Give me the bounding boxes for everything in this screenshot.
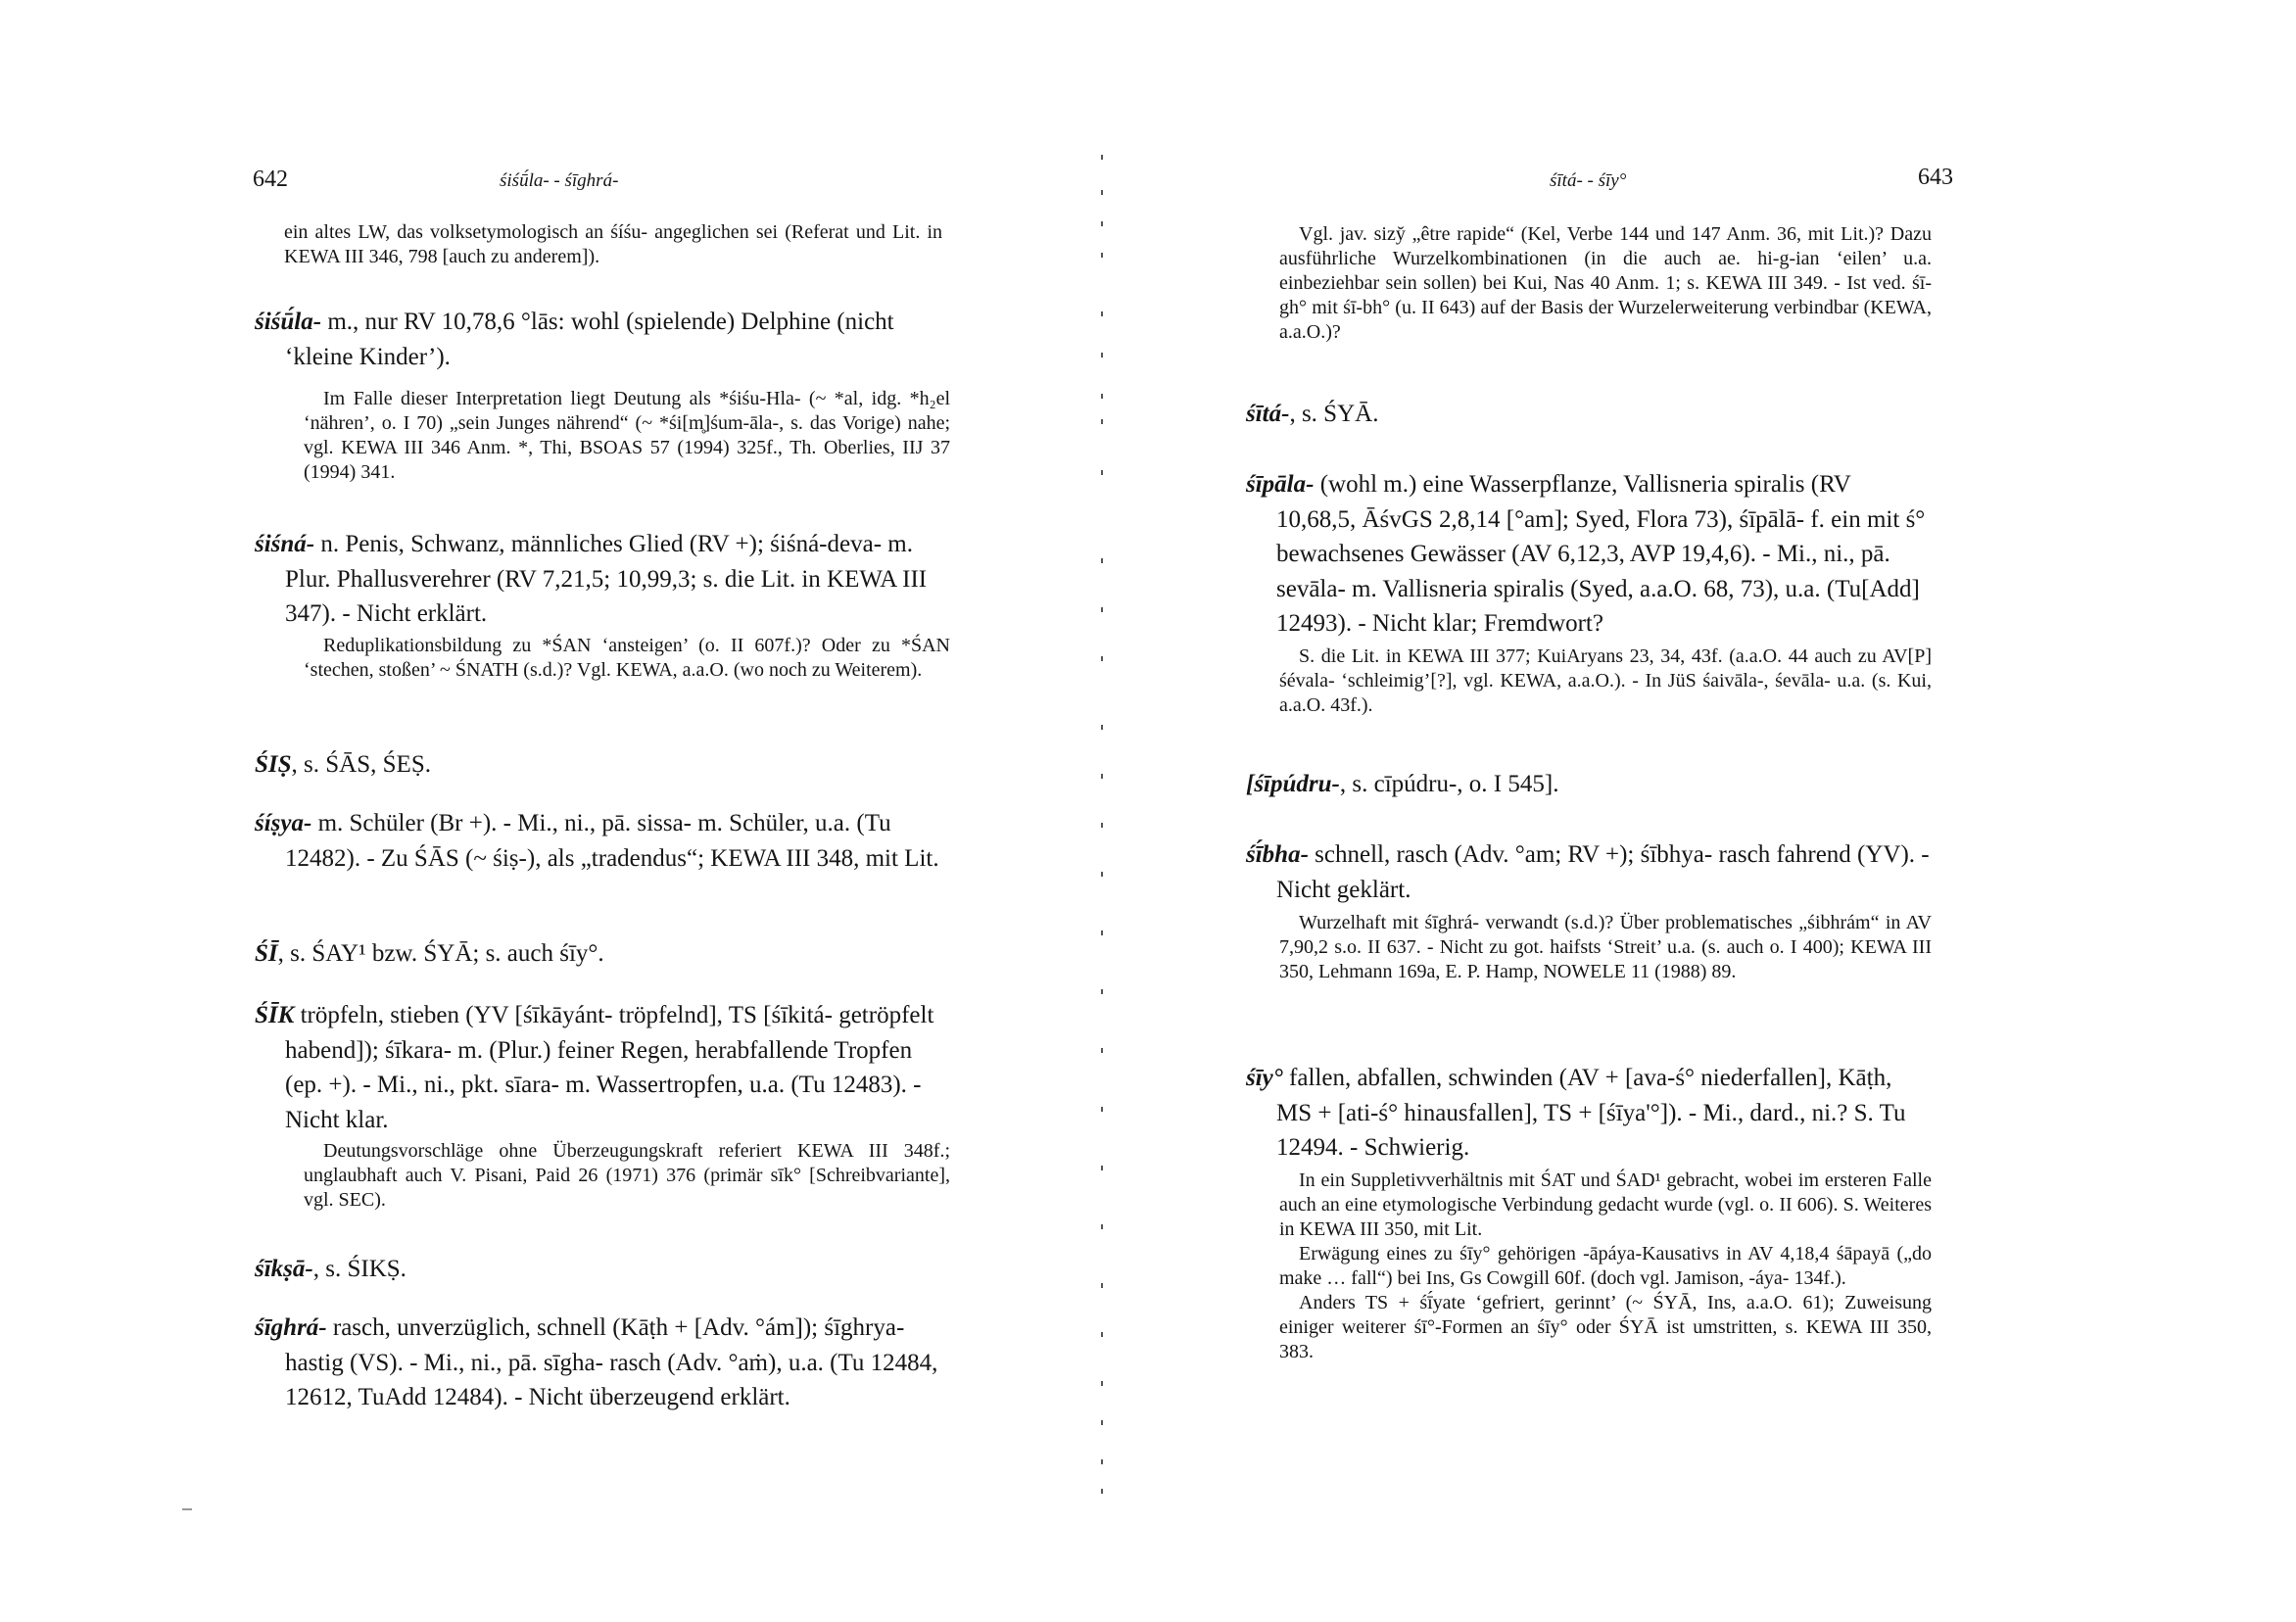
entry: śīghrá- rasch, unverzüglich, schnell (Kāṭh + [Adv. °ám]); śīghrya- hastig (VS). - Mi., ni., pā. sīgha- rasch (Adv. °aṁ), u.a. (Tu 12484, 12612, TuAdd 12484). - Nicht überzeugend erklärt. [255,1314,938,1410]
continuation-note: ein altes LW, das volksetymologisch an śíśu- angeglichen sei (Referat und Lit. in KEWA III 346, 798 [auch zu anderem]). [284,221,942,267]
lemma: ŚĪ [255,940,278,967]
entry-note: Wurzelhaft mit śīghrá- verwandt (s.d.)? Über problematisches „śibhrám“ in AV 7,90,2 s.o. II 637. - Nicht zu got. haifsts ‘Streit’ u.a. (s. auch o. I 400); KEWA III 350, Lehmann 169a, E. P. Hamp, NOWELE 11 (1988) 89. [1279,912,1932,982]
entry: ŚĪ, s. ŚAY¹ bzw. ŚYĀ; s. auch śīy°. [255,940,604,967]
running-head: śiśū́la- - śīghrá- [500,170,619,191]
entry-note: Reduplikationsbildung zu *ŚAN ‘ansteigen’ (o. II 607f.)? Oder zu *ŚAN ‘stechen, stoßen’ ~ ŚNATH (s.d.)? Vgl. KEWA, a.a.O. (wo noch zu Weiterem). [304,635,950,681]
entry-note: Deutungsvorschläge ohne Überzeugungskraft referiert KEWA III 348f.; unglaubhaft auch V. Pisani, Paid 26 (1971) 376 (primär sīk° [Schreibvariante], vgl. SEC). [304,1140,950,1211]
entry: śīkṣā-, s. ŚIKṢ. [255,1256,407,1282]
entry: śīpāla- (wohl m.) eine Wasserpflanze, Vallisneria spiralis (RV 10,68,5, ĀśvGS 2,8,14 [°am]; Syed, Flora 73), śīpālā- f. ein mit ś° bewachsenes Gewässer (AV 6,12,3, AVP 19,4,6). - Mi., ni., pā. sevāla- m. Vallisneria spiralis (Syed, a.a.O. 68, 73), u.a. (Tu[Add] 12493). - Nicht klar; Fremdwort? [1246,471,1926,637]
entry-note: Im Falle dieser Interpretation liegt Deutung als *śiśu-Hla- (~ *al, idg. *h₂el ‘nähren’, o. I 70) „sein Junges nährend“ (~ *śi[m̥]śum-āla-, s. das Vorige) nahe; vgl. KEWA III 346 Anm. *, Thi, BSOAS 57 (1994) 325f., Th. Oberlies, IIJ 37 (1994) 341. [304,388,950,483]
lemma: śītá- [1246,401,1290,427]
lemma: śīkṣā- [255,1256,313,1282]
entry: [śīpúdru-, s. cīpúdru-, o. I 545]. [1246,771,1559,797]
entry: śīy° fallen, abfallen, schwinden (AV + [ava-ś° niederfallen], Kāṭh, MS + [ati-ś° hinausfallen], TS + [śīya'°]). - Mi., dard., ni.? S. Tu 12494. - Schwierig. [1246,1065,1906,1161]
gutter-marks [1097,147,1107,1518]
lemma: śíṣya- [255,810,312,836]
page-number: 643 [1918,165,1953,190]
right-page [1148,0,2296,1622]
entry: śíṣya- m. Schüler (Br +). - Mi., ni., pā. sissa- m. Schüler, u.a. (Tu 12482). - Zu ŚĀS (~ śiṣ-), als „tradendus“; KEWA III 348, mit Lit. [255,810,939,872]
entry-note: S. die Lit. in KEWA III 377; KuiAryans 23, 34, 43f. (a.a.O. 44 auch zu AV[P] śévala- ‘schleimig’[?], vgl. KEWA, a.a.O.). - In JüS śaivāla-, śevāla- u.a. (s. Kui, a.a.O. 43f.). [1279,645,1932,716]
lemma: śiśū́la- [255,309,322,335]
lemma: śīpāla- [1246,471,1315,498]
entry: ŚĪK tröpfeln, stieben (YV [śīkāyánt- tröpfelnd], TS [śīkitá- getröpfelt habend]); śīkara- m. (Plur.) feiner Regen, herabfallende Tropfen (ep. +). - Mi., ni., pkt. sīara- m. Wassertropfen, u.a. (Tu 12483). - Nicht klar. [255,1002,934,1133]
entry: śī́bha- schnell, rasch (Adv. °am; RV +); śībhya- rasch fahrend (YV). - Nicht geklärt. [1246,841,1930,903]
entry: śītá-, s. ŚYĀ. [1246,401,1379,427]
page-number: 642 [253,167,288,192]
entry-note: In ein Suppletivverhältnis mit ŚAT und ŚAD¹ gebracht, wobei im ersteren Falle auch an eine etymologische Verbindung gedacht wurde (vgl. o. II 606). S. Weiteres in KEWA III 350, mit Lit. Erwägung eines zu śīy° gehörigen -āpáya-Kausativs in AV 4,18,4 śāpayā („do make … fall“) bei Ins, Gs Cowgill 60f. (doch vgl. Jamison, -áya- 134f.). Anders TS + śī́yate ‘gefriert, gerinnt’ (~ ŚYĀ, Ins, a.a.O. 61); Zuweisung einiger weiterer śī°-Formen an śīy° oder ŚYĀ ist umstritten, s. KEWA III 350, 383. [1279,1169,1932,1362]
entry: ŚIṢ, s. ŚĀS, ŚEṢ. [255,751,431,778]
left-page [0,0,1126,1622]
entry: śiśná- n. Penis, Schwanz, männliches Glied (RV +); śiśná-deva- m. Plur. Phallusverehrer (RV 7,21,5; 10,99,3; s. die Lit. in KEWA III 347). - Nicht erklärt. [255,531,928,627]
lemma: ŚĪK [255,1002,295,1028]
scan-smudge [182,1508,192,1510]
continuation-note: Vgl. jav. sizy̆ „être rapide“ (Kel, Verbe 144 und 147 Anm. 36, mit Lit.)? Dazu ausführliche Wurzelkombinationen (in die auch ae. hi-g-ian ‘eilen’ u.a. einbeziehbar sein sollen) bei Kui, Nas 40 Anm. 1; s. KEWA III 349. - Ist ved. śī-gh° mit śī-bh° (u. II 643) auf der Basis der Wurzelerweiterung verbindbar (KEWA, a.a.O.)? [1279,223,1932,343]
lemma: śīghrá- [255,1314,327,1341]
lemma: śīy° [1246,1065,1283,1091]
lemma: ŚIṢ [255,751,292,778]
lemma: [śīpúdru- [1246,771,1340,797]
entry: śiśū́la- m., nur RV 10,78,6 °lās: wohl (spielende) Delphine (nicht ‘kleine Kinder’). [255,309,894,370]
lemma: śī́bha- [1246,841,1309,868]
running-head: śītá- - śīy° [1550,170,1627,191]
lemma: śiśná- [255,531,315,557]
